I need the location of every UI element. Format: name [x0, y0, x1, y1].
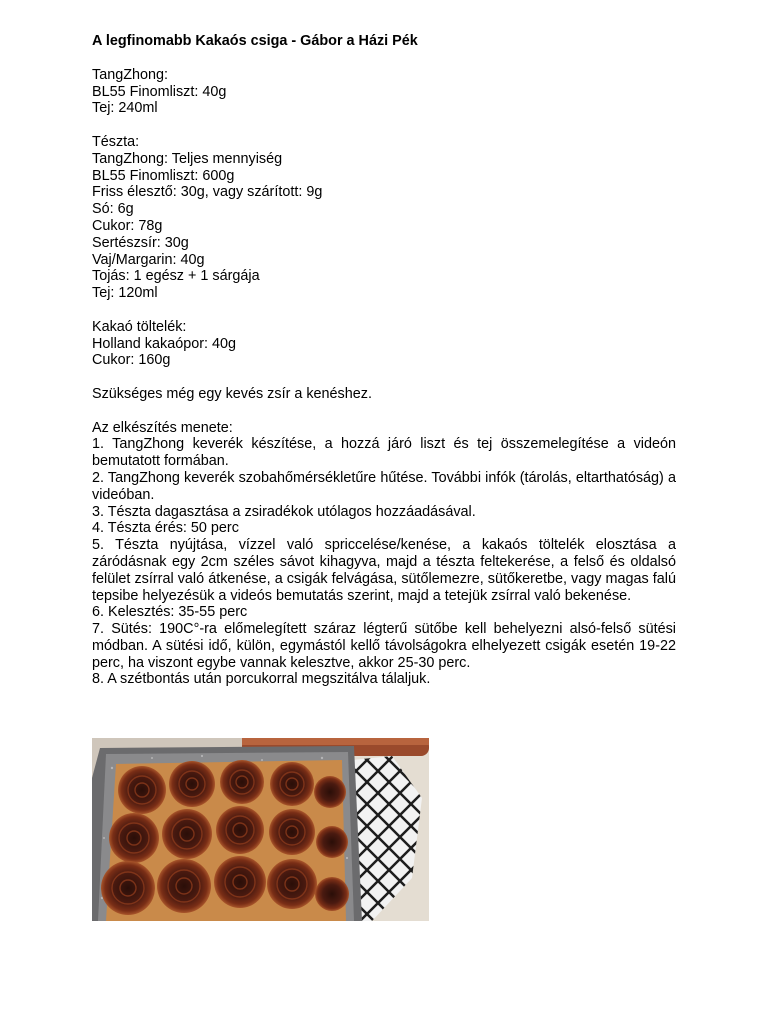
- steps-section: [92, 420, 676, 689]
- ingredient-line: Vaj/Margarin: 40g: [92, 251, 205, 268]
- section-heading: Kakaó töltelék:: [92, 318, 187, 335]
- step-item: 1. TangZhong keverék készítése, a hozzá járó liszt és tej összemelegítése a videón bemutatott formában.: [92, 436, 676, 470]
- note-section: [92, 386, 676, 403]
- ingredient-line: BL55 Finomliszt: 40g: [92, 83, 227, 100]
- toltelek-section: [92, 319, 676, 369]
- ingredient-line: Cukor: 160g: [92, 352, 171, 369]
- tangzhong-section: [92, 67, 676, 117]
- ingredient-line: Cukor: 78g: [92, 217, 163, 234]
- teszta-section: [92, 134, 676, 302]
- ingredient-line: Holland kakaópor: 40g: [92, 335, 237, 352]
- ingredient-line: TangZhong: Teljes mennyiség: [92, 150, 283, 167]
- section-heading: Tészta:: [92, 133, 140, 150]
- ingredient-line: Friss élesztő: 30g, vagy szárított: 9g: [92, 184, 323, 201]
- cinnamon-rolls-photo: [92, 738, 429, 921]
- ingredient-line: Sertészsír: 30g: [92, 234, 189, 251]
- step-item: 6. Kelesztés: 35-55 perc: [92, 604, 248, 621]
- step-item: 5. Tészta nyújtása, vízzel való spriccelése/kenése, a kakaós töltelék elosztása a záródásnak egy 2cm széles sávot kihagyva, majd a tészta feltekerése, a felső és oldalsó felület zsírral való átkenése, a csigák felvágása, sütőlemezre, sütőkeretbe, vagy magas falú tepsibe helyezésük a videós bemutatás szerint, majd a tetejük zsírral való bekenése.: [92, 537, 676, 604]
- section-heading: TangZhong:: [92, 66, 169, 83]
- page-title: A legfinomabb Kakaós csiga - Gábor a Házi Pék: [92, 33, 418, 49]
- note-text: Szükséges még egy kevés zsír a kenéshez.: [92, 385, 372, 402]
- document-body: [92, 33, 676, 688]
- ingredient-line: Tojás: 1 egész + 1 sárgája: [92, 268, 260, 285]
- step-item: 3. Tészta dagasztása a zsiradékok utólagos hozzáadásával.: [92, 503, 476, 520]
- ingredient-line: BL55 Finomliszt: 600g: [92, 167, 235, 184]
- ingredient-line: Só: 6g: [92, 201, 134, 218]
- ingredient-line: Tej: 120ml: [92, 285, 158, 302]
- step-item: 2. TangZhong keverék szobahőmérsékletűre hűtése. További infók (tárolás, eltarthatóság) a videóban.: [92, 469, 676, 503]
- step-item: 8. A szétbontás után porcukorral megszitálva tálaljuk.: [92, 671, 431, 688]
- step-item: 7. Sütés: 190C°-ra előmelegített száraz légterű sütőbe kell behelyezni alsó-felső sütési módban. A sütési idő, külön, egymástól kellő távolságokra elhelyezett csigák esetén 19-22 perc, ha viszont egybe vannak kelesztve, akkor 25-30 perc.: [92, 621, 676, 671]
- ingredient-line: Tej: 240ml: [92, 100, 158, 117]
- step-item: 4. Tészta érés: 50 perc: [92, 520, 239, 537]
- section-heading: Az elkészítés menete:: [92, 419, 233, 436]
